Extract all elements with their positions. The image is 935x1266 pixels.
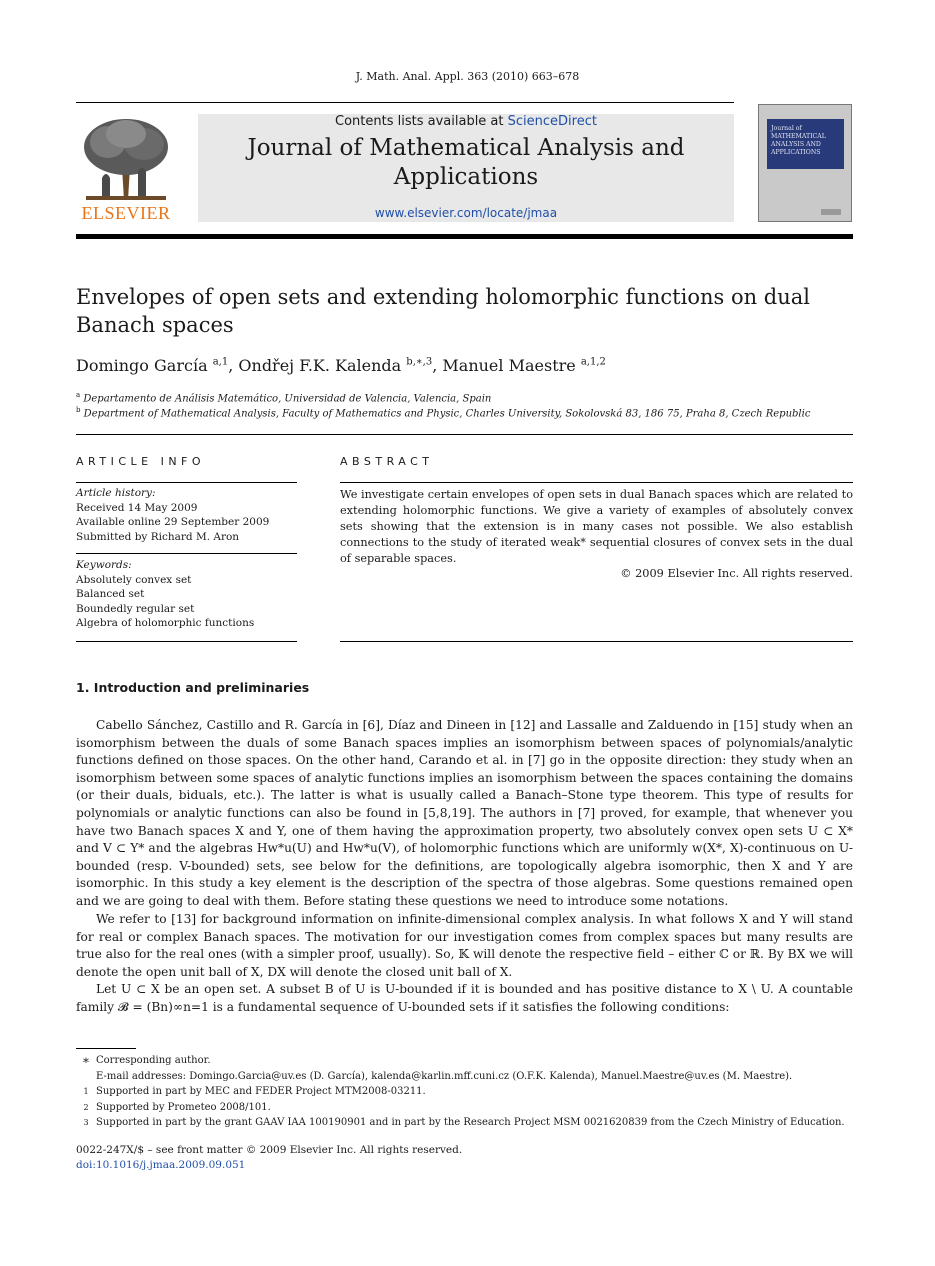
history-online: Available online 29 September 2009 [76, 516, 270, 528]
article-info-heading: ARTICLE INFO [76, 455, 206, 468]
author-name: Manuel Maestre [442, 356, 576, 375]
footnote-mark: ∗ [81, 1053, 91, 1067]
elsevier-logo [76, 112, 176, 224]
journal-title: Journal of Mathematical Analysis and Applications [247, 135, 685, 190]
keyword-item: Absolutely convex set [76, 573, 192, 586]
header-thick-rule [76, 234, 853, 239]
footnote-item [76, 1100, 853, 1116]
keywords-label: Keywords: [76, 559, 132, 571]
footnote-text: Corresponding author. [96, 1055, 211, 1066]
paper-title: Envelopes of open sets and extending holomorphic functions on dual Banach spaces [76, 285, 811, 337]
history-label: Article history: [76, 487, 156, 499]
divider [340, 641, 853, 642]
elsevier-wordmark: ELSEVIER [81, 203, 171, 223]
cover-text: Journal of MATHEMATICAL ANALYSIS AND APPLICATIONS [771, 125, 826, 156]
footnote-mark: 3 [83, 1118, 89, 1127]
contents-prefix: Contents lists available at [335, 114, 508, 129]
author-affil-marks: a,1 [212, 356, 229, 368]
footnote-mark: 2 [83, 1102, 89, 1112]
section-heading: 1. Introduction and preliminaries [76, 680, 310, 695]
journal-cover-thumbnail [758, 104, 852, 222]
keyword-item: Balanced set [76, 588, 145, 600]
keyword-item: Algebra of holomorphic functions [76, 617, 255, 629]
author-name: Ondřej F.K. Kalenda [238, 356, 402, 375]
divider [76, 482, 297, 483]
front-matter [76, 1143, 462, 1173]
header-rule [76, 102, 734, 103]
footnote-item [76, 1053, 853, 1069]
footnote-text: E-mail addresses: Domingo.Garcia@uv.es (D. García), kalenda@karlin.mff.cuni.cz (O.F.K. Kalenda), Manuel.Maestre@uv.es (M. Maestre). [96, 1070, 793, 1082]
abstract-text: We investigate certain envelopes of open sets in dual Banach spaces which are related to extending holomorphic functions. We give a variety of examples of absolutely convex sets showing that the extension is in many cases not possible. We also establish connections to the study of iterated weak* sequential closures of convex sets in the dual of separable spaces. [340, 488, 853, 565]
keyword-item: Boundedly regular set [76, 602, 195, 615]
affiliation-mark: a [76, 391, 81, 399]
footnote-item [76, 1084, 853, 1100]
divider [76, 553, 297, 554]
footnote-text: Supported by Prometeo 2008/101. [96, 1101, 271, 1113]
cover-logo-mark [821, 209, 841, 215]
footnote-rule [76, 1048, 136, 1049]
abstract-copyright: © 2009 Elsevier Inc. All rights reserved. [620, 567, 853, 580]
keywords [76, 558, 297, 631]
doi-link[interactable]: doi:10.1016/j.jmaa.2009.09.051 [76, 1159, 246, 1171]
article-history [76, 486, 297, 544]
affiliation-mark: b [76, 406, 81, 414]
footnote-mark: 1 [83, 1087, 89, 1096]
journal-citation: J. Math. Anal. Appl. 363 (2010) 663–678 [355, 70, 580, 83]
elsevier-tree-icon [76, 112, 176, 204]
author-affil-marks: b,∗,3 [406, 356, 433, 368]
affiliation-text: Department of Mathematical Analysis, Faculty of Mathematics and Physic, Charles University, Sokolovská 83, 186 75, Praha 8, Czech Republic [83, 408, 811, 420]
author-separator: , [228, 356, 239, 375]
affiliation-b [76, 406, 810, 419]
footnote-item [76, 1115, 853, 1131]
body-paragraph-1: Cabello Sánchez, Castillo and R. García in [6], Díaz and Dineen in [12] and Lassalle and Zalduendo in [15] study when an isomorphism between the duals of some Banach spaces implies an isomorphism between spaces of polynomials/analytic functions defined on those spaces. On the other hand, Carando et al. in [7] go in the opposite direction: they study when an isomorphism between some spaces of analytic functions implies an isomorphism between the spaces containing the domains (or their duals, biduals, etc.). The latter is what is usually called a Banach–Stone type theorem. This type of results for polynomials or analytic functions can also be found in [5,8,19]. The authors in [7] proved, for example, that whenever you have two Banach spaces X and Y, one of them having the approximation property, two absolutely convex open sets U ⊂ X* and V ⊂ Y* and the algebras Hw*u(U) and Hw*u(V), of holomorphic functions which are uniformly w(X*, X)-continuous on U-bounded (resp. V-bounded) sets, see below for the definitions, are topologically algebra isomorphic, then X and Y are isomorphic. In this study a key element is the description of the spectra of those algebras. Some questions remained open and we are going to deal with them. Before stating these questions we need to introduce some notations. [76, 718, 853, 908]
footnotes [76, 1053, 853, 1131]
cover-band [767, 119, 844, 169]
history-received: Received 14 May 2009 [76, 501, 198, 514]
footnote-text: Supported in part by MEC and FEDER Project MTM2008-03211. [96, 1086, 426, 1097]
divider [340, 482, 853, 483]
footnote-item [76, 1069, 853, 1085]
divider [76, 434, 853, 435]
abstract-heading: ABSTRACT [340, 455, 434, 468]
author-affil-marks: a,1,2 [580, 356, 606, 368]
sciencedirect-link[interactable]: ScienceDirect [507, 114, 597, 129]
body-paragraph-3: Let U ⊂ X be an open set. A subset B of U is U-bounded if it is bounded and has positive distance to X \ U. A countable family 𝓑 = (Bn)∞n=1 is a fundamental sequence of U-bounded sets if it satisfies the following conditions: [76, 982, 853, 1014]
history-submitted: Submitted by Richard M. Aron [76, 530, 240, 543]
footnote-mark [76, 1069, 96, 1085]
divider [76, 641, 297, 642]
author-list [76, 356, 606, 375]
affiliation-a [76, 391, 491, 404]
author-name: Domingo García [76, 356, 208, 375]
author-separator: , [432, 356, 443, 375]
affiliation-text: Departamento de Análisis Matemático, Universidad de Valencia, Valencia, Spain [83, 393, 492, 405]
body-paragraph-2: We refer to [13] for background information on infinite-dimensional complex analysis. In what follows X and Y will stand for real or complex Banach spaces. The motivation for our investigation comes from complex spaces but many results are true also for the real ones (with a simpler proof, usually). So, 𝕂 will denote the respective field – either ℂ or ℝ. By BX we will denote the open unit ball of X, DX will denote the closed unit ball of X. [76, 912, 853, 979]
contents-line [198, 114, 734, 129]
issn-line: 0022-247X/$ – see front matter © 2009 Elsevier Inc. All rights reserved. [76, 1144, 463, 1156]
footnote-text: Supported in part by the grant GAAV IAA 100190901 and in part by the Research Project MSM 0021620839 from the Czech Ministry of Education. [96, 1117, 845, 1128]
journal-url-link[interactable]: www.elsevier.com/locate/jmaa [374, 206, 558, 220]
